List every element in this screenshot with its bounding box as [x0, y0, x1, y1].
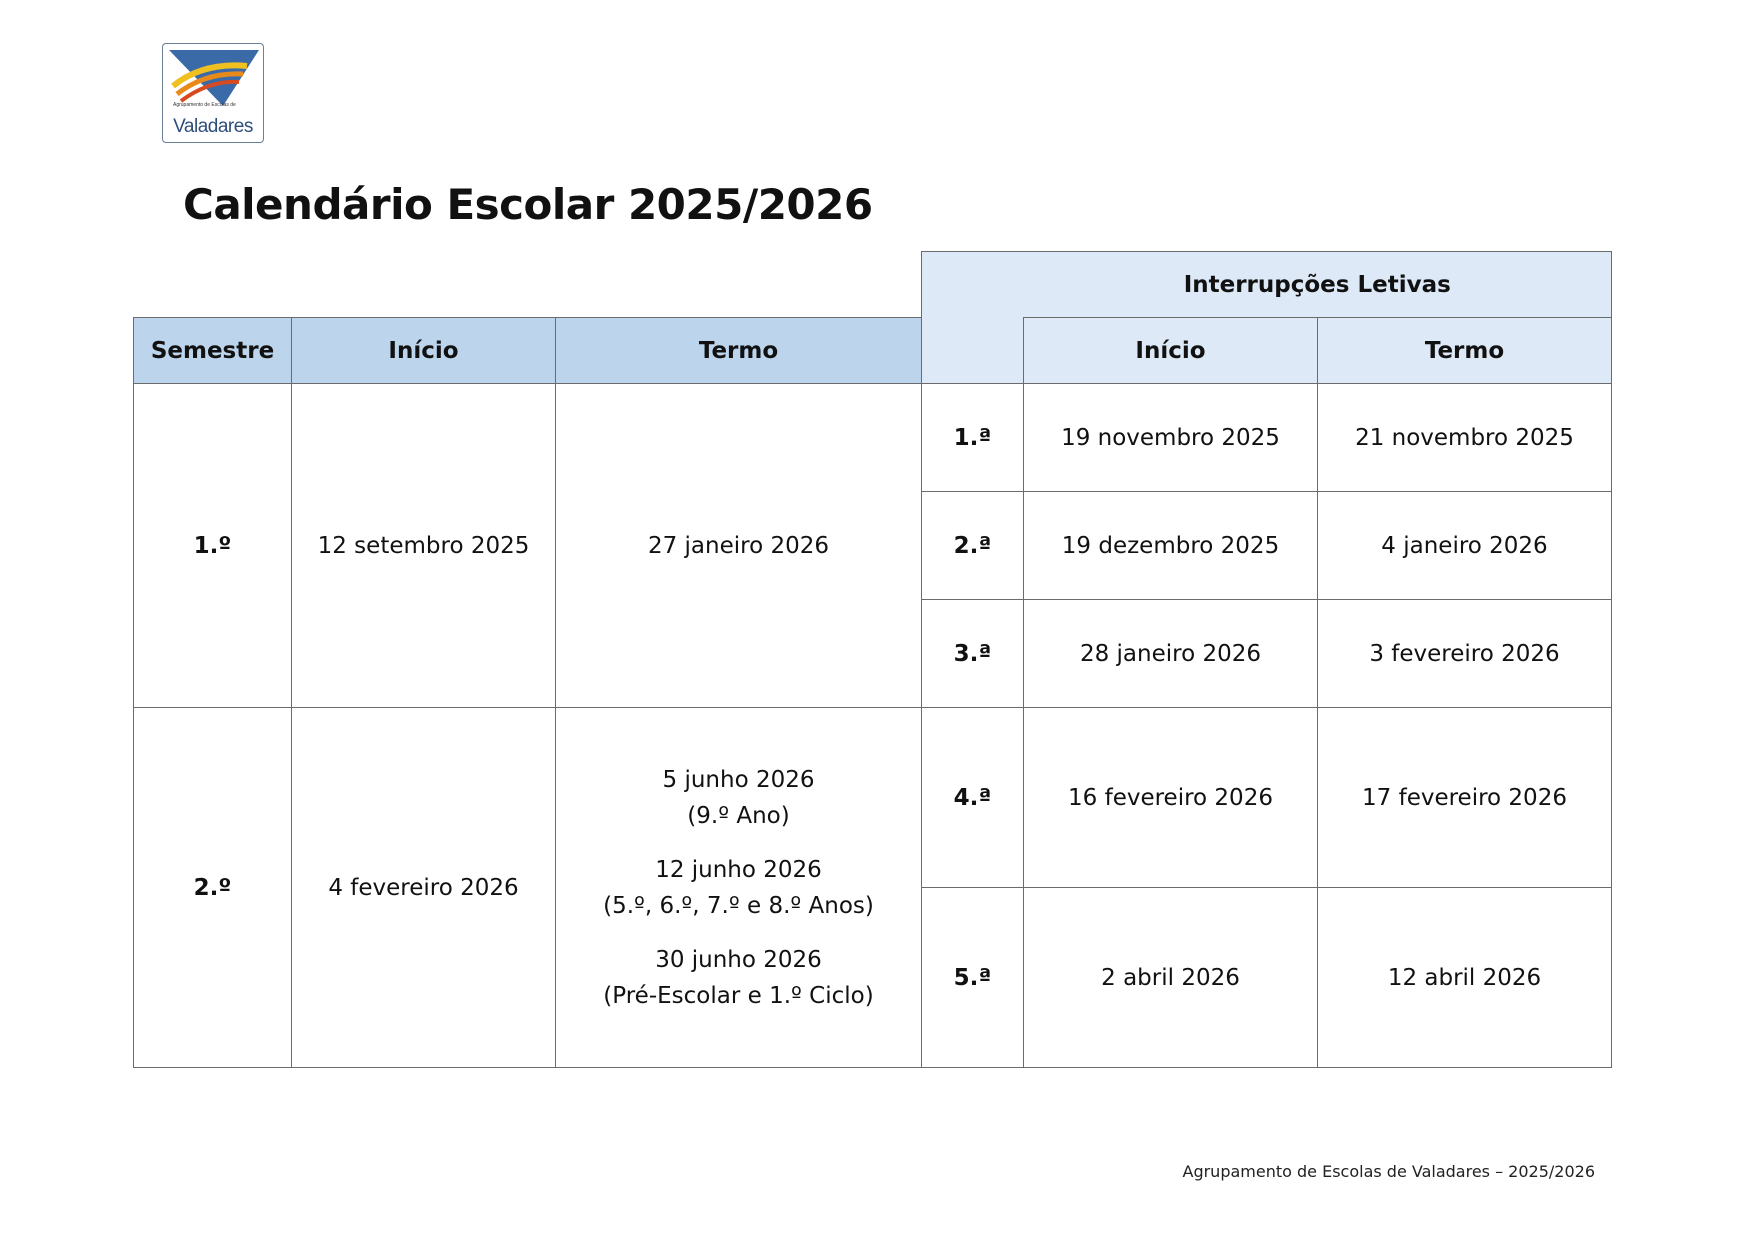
interruption-inicio: 2 abril 2026: [1024, 888, 1318, 1068]
table-row: [134, 708, 1612, 888]
semester-inicio: 4 fevereiro 2026: [292, 708, 556, 1068]
page-title: Calendário Escolar 2025/2026: [183, 180, 873, 229]
semester-inicio: 12 setembro 2025: [292, 384, 556, 708]
logo-text: Valadares: [173, 116, 253, 137]
termo-note: (9.º Ano): [687, 802, 790, 829]
interruption-label: 3.ª: [922, 600, 1024, 708]
header-interrupcao-termo: Termo: [1318, 318, 1612, 384]
semester-termo: 27 janeiro 2026: [556, 384, 922, 708]
table-row: [134, 384, 1612, 492]
header-termo: Termo: [556, 318, 922, 384]
termo-date: 12 junho 2026: [655, 856, 822, 883]
interruption-label: 4.ª: [922, 708, 1024, 888]
interruption-inicio: 19 novembro 2025: [1024, 384, 1318, 492]
interruption-termo: 17 fevereiro 2026: [1318, 708, 1612, 888]
interruption-termo: 4 janeiro 2026: [1318, 492, 1612, 600]
semester-label: 2.º: [134, 708, 292, 1068]
header-interrupcao-inicio: Início: [1024, 318, 1318, 384]
interruptions-header: Interrupções Letivas: [1024, 252, 1612, 318]
interruption-inicio: 16 fevereiro 2026: [1024, 708, 1318, 888]
svg-text:Agrupamento de Escolas de: Agrupamento de Escolas de: [173, 102, 236, 108]
header-inicio: Início: [292, 318, 556, 384]
page-footer: Agrupamento de Escolas de Valadares – 2025/2026: [1182, 1162, 1595, 1181]
interruption-label: 5.ª: [922, 888, 1024, 1068]
logo-emblem-icon: [163, 44, 263, 114]
termo-date: 30 junho 2026: [655, 946, 822, 973]
termo-group: [556, 942, 921, 1014]
interruption-inicio: 19 dezembro 2025: [1024, 492, 1318, 600]
interruption-termo: 12 abril 2026: [1318, 888, 1612, 1068]
interruptions-label-spacer: [922, 252, 1024, 384]
calendar-table: [133, 251, 1612, 1068]
interruption-termo: 21 novembro 2025: [1318, 384, 1612, 492]
header-semestre: Semestre: [134, 318, 292, 384]
termo-date: 5 junho 2026: [662, 766, 815, 793]
school-logo: [162, 43, 264, 143]
interruption-termo: 3 fevereiro 2026: [1318, 600, 1612, 708]
interruption-label: 2.ª: [922, 492, 1024, 600]
semester-termo: [556, 708, 922, 1068]
semester-label: 1.º: [134, 384, 292, 708]
interruption-inicio: 28 janeiro 2026: [1024, 600, 1318, 708]
termo-group: [556, 852, 921, 924]
termo-group: [556, 762, 921, 834]
termo-note: (5.º, 6.º, 7.º e 8.º Anos): [603, 892, 874, 919]
interruption-label: 1.ª: [922, 384, 1024, 492]
termo-note: (Pré-Escolar e 1.º Ciclo): [603, 982, 874, 1009]
